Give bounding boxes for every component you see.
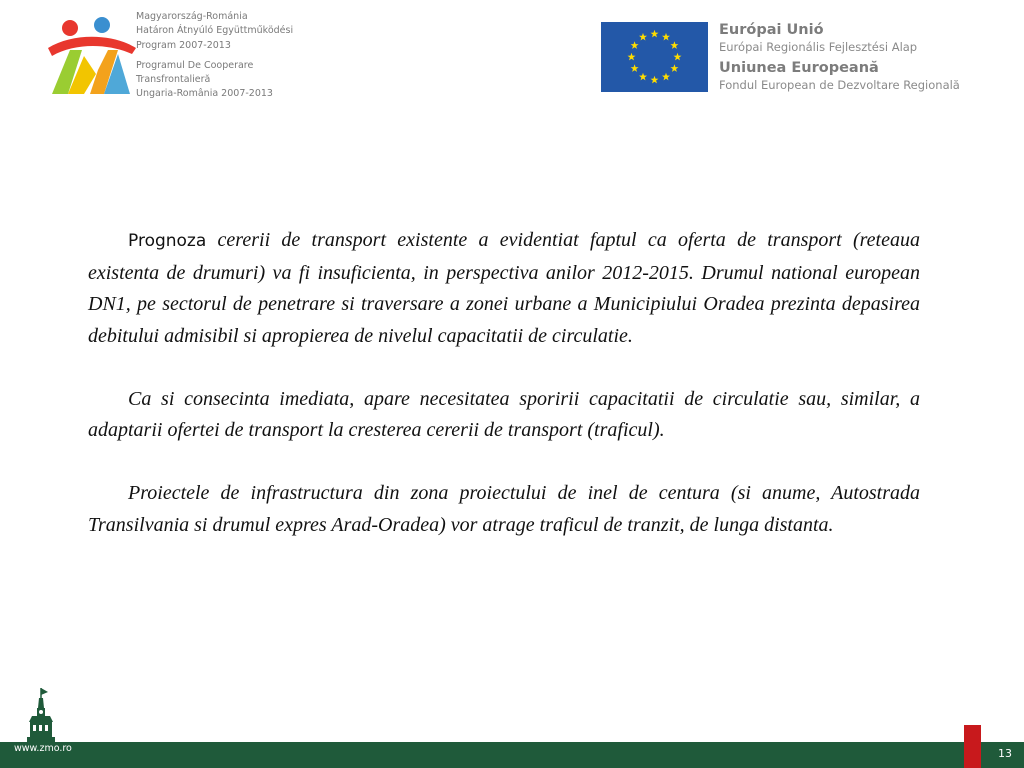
paragraph: Proiectele de infrastructura din zona proiectului de inel de centura (si anume, Autostrada Transilvania si drumul expres Arad-Oradea) vor atrage traficul de tranzit, de lunga distanta. bbox=[88, 482, 920, 536]
program-line: Határon Átnyúló Együttműködési bbox=[136, 25, 294, 37]
city-hall-icon bbox=[26, 686, 62, 742]
program-logo bbox=[44, 14, 139, 94]
program-name-ro bbox=[136, 59, 293, 102]
program-line: Programul De Cooperare bbox=[136, 59, 254, 71]
program-line: Ungaria-România 2007-2013 bbox=[136, 88, 273, 100]
page-number: 13 bbox=[998, 747, 1012, 760]
program-line: Program 2007-2013 bbox=[136, 39, 231, 51]
footer-url: www.zmo.ro bbox=[14, 743, 72, 754]
eu-title-hu: Európai Unió bbox=[719, 22, 824, 38]
eu-flag-icon bbox=[601, 22, 708, 92]
paragraph bbox=[88, 225, 920, 352]
paragraph-lead-word: Prognoza bbox=[128, 231, 207, 251]
eu-title-ro: Uniunea Europeană bbox=[719, 60, 879, 76]
slide-body bbox=[88, 225, 920, 573]
paragraph: Ca si consecinta imediata, apare necesitatea sporirii capacitatii de circulatie sau, similar, a adaptarii ofertei de transport la cresterea cererii de transport (traficul). bbox=[88, 387, 920, 441]
eu-subtitle-ro: Fondul European de Dezvoltare Regională bbox=[719, 78, 960, 92]
footer-bar bbox=[0, 742, 1024, 768]
paragraph-text: cererii de transport existente a evidentiat faptul ca oferta de transport (reteaua existenta de drumuri) va fi insuficienta, in perspectiva anilor 2012-2015. Drumul national european DN1, pe sectorul de penetrare si traversare a zonei urbane a Municipiului Oradea prezinta depasirea debitului admisibil si apropierea de nivelul capacitatii de circulatie. bbox=[88, 229, 920, 347]
program-name-hu bbox=[136, 10, 293, 53]
program-name bbox=[136, 10, 293, 102]
footer-accent bbox=[964, 725, 981, 768]
program-line: Magyarország-Románia bbox=[136, 11, 248, 22]
program-line: Transfrontalieră bbox=[136, 74, 211, 86]
eu-funding-label bbox=[719, 20, 960, 93]
eu-subtitle-hu: Európai Regionális Fejlesztési Alap bbox=[719, 40, 918, 54]
